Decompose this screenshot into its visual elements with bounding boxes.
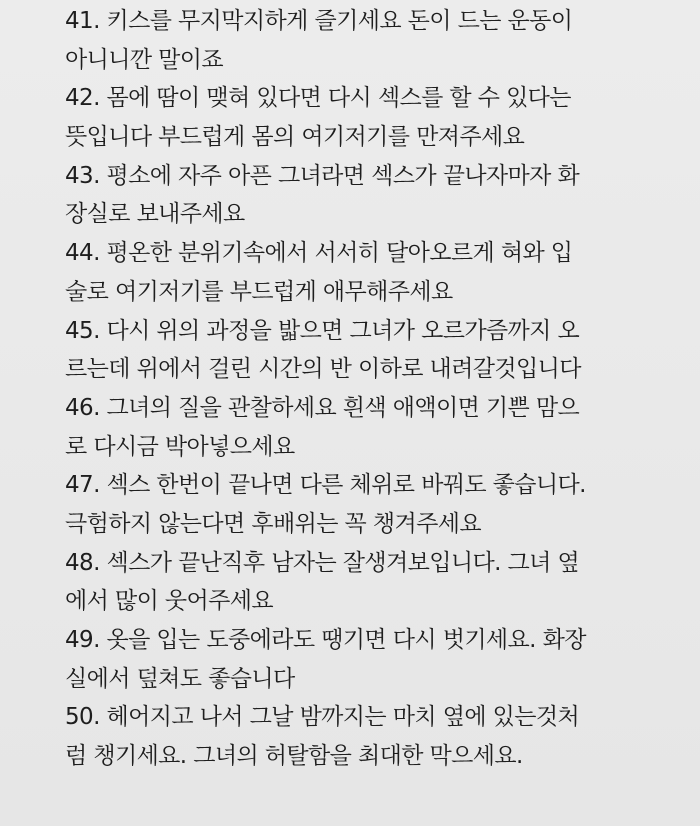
text-line-41b: 아니니깐 말이죠 (65, 46, 224, 73)
text-line-46b: 로 다시금 박아넣으세요 (65, 433, 295, 460)
text-line-43b: 장실로 보내주세요 (65, 201, 245, 228)
text-line-44a: 44. 평온한 분위기속에서 서서히 달아오르게 혀와 입 (65, 240, 573, 267)
text-line-42b: 뜻입니다 부드럽게 몸의 여기저기를 만져주세요 (65, 124, 525, 151)
text-line-41a: 41. 키스를 무지막지하게 즐기세요 돈이 드는 운동이 (65, 8, 573, 34)
text-line-48a: 48. 섹스가 끝난직후 남자는 잘생겨보입니다. 그녀 옆 (65, 549, 580, 576)
text-line-49b: 실에서 덮쳐도 좋습니다 (65, 665, 295, 692)
text-line-45b: 르는데 위에서 걸린 시간의 반 이하로 내려갈것입니다 (65, 356, 581, 383)
text-line-47a: 47. 섹스 한번이 끝나면 다른 체위로 바꿔도 좋습니다. (65, 472, 586, 499)
text-line-43a: 43. 평소에 자주 아픈 그녀라면 섹스가 끝나자마자 화 (65, 162, 580, 189)
text-line-50a: 50. 헤어지고 나서 그날 밤까지는 마치 옆에 있는것처 (65, 704, 580, 731)
text-line-48b: 에서 많이 웃어주세요 (65, 588, 273, 615)
text-line-45a: 45. 다시 위의 과정을 밟으면 그녀가 오르가즘까지 오 (65, 317, 580, 344)
text-line-42a: 42. 몸에 땀이 맺혀 있다면 다시 섹스를 할 수 있다는 (65, 85, 571, 112)
numbered-text-list (65, 2, 665, 776)
text-line-47b: 극험하지 않는다면 후배위는 꼭 챙겨주세요 (65, 510, 481, 537)
text-line-49a: 49. 옷을 입는 도중에라도 땡기면 다시 벗기세요. 화장 (65, 627, 586, 653)
text-line-50b: 럼 챙기세요. 그녀의 허탈함을 최대한 막으세요. (65, 743, 523, 770)
text-line-46a: 46. 그녀의 질을 관찰하세요 흰색 애액이면 기쁜 맘으 (65, 394, 580, 421)
text-line-44b: 술로 여기저기를 부드럽게 애무해주세요 (65, 278, 453, 305)
